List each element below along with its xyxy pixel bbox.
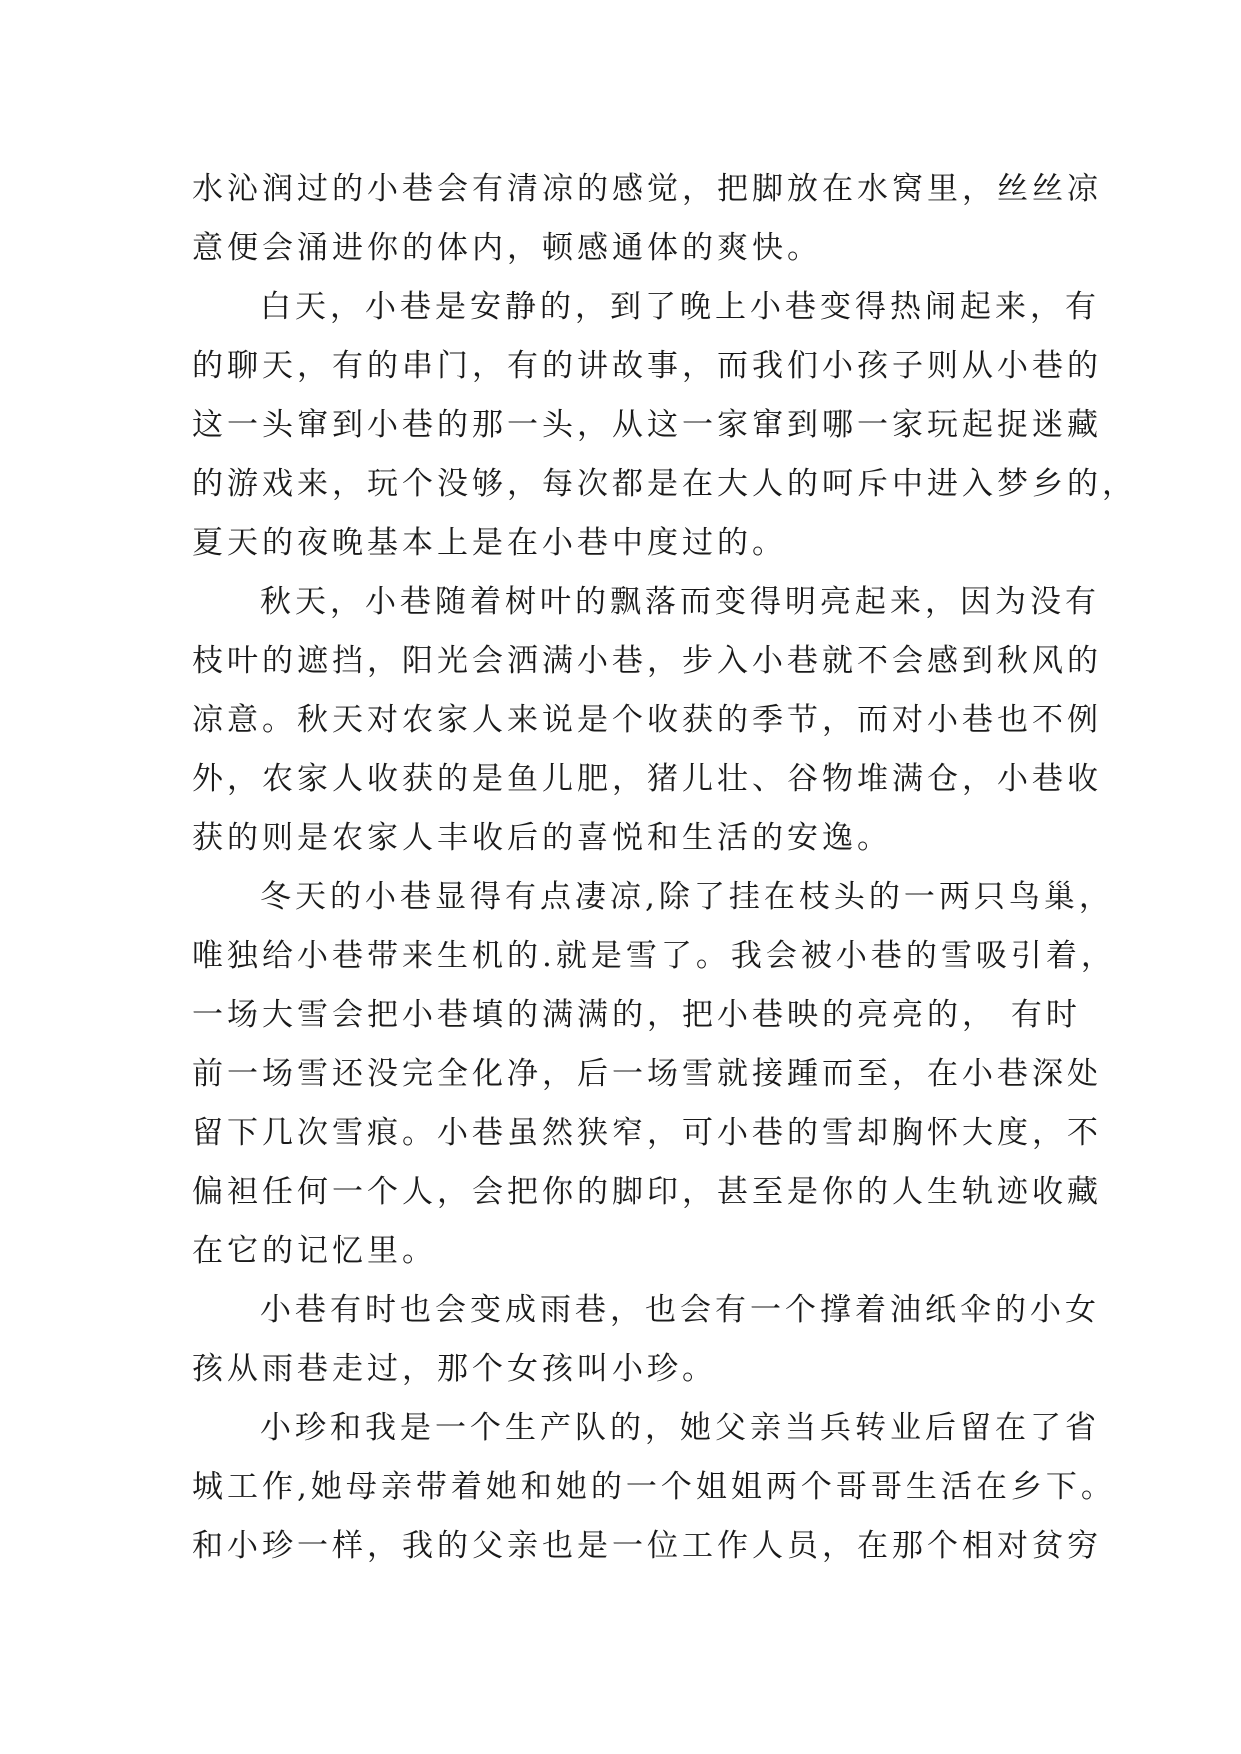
text-line: 冬天的小巷显得有点凄凉,除了挂在枝头的一两只鸟巢， xyxy=(260,879,1114,915)
text-line: 唯独给小巷带来生机的.就是雪了。我会被小巷的雪吸引着， xyxy=(192,938,1116,974)
text-line: 的游戏来，玩个没够，每次都是在大人的呵斥中进入梦乡的， xyxy=(192,466,1137,502)
text-line: 前一场雪还没完全化净，后一场雪就接踵而至，在小巷深处 xyxy=(192,1056,1102,1092)
text-line: 这一头窜到小巷的那一头，从这一家窜到哪一家玩起捉迷藏 xyxy=(192,407,1102,443)
text-line: 和小珍一样，我的父亲也是一位工作人员，在那个相对贫穷 xyxy=(192,1528,1102,1564)
text-line: 秋天，小巷随着树叶的飘落而变得明亮起来，因为没有 xyxy=(260,584,1100,620)
text-line: 凉意。秋天对农家人来说是个收获的季节，而对小巷也不例 xyxy=(192,702,1102,738)
text-line: 的聊天，有的串门，有的讲故事，而我们小孩子则从小巷的 xyxy=(192,348,1102,384)
text-line: 在它的记忆里。 xyxy=(192,1233,437,1269)
text-line: 孩从雨巷走过，那个女孩叫小珍。 xyxy=(192,1351,717,1387)
text-line: 一场大雪会把小巷填的满满的，把小巷映的亮亮的， 有时 xyxy=(192,997,1081,1033)
text-line: 枝叶的遮挡，阳光会洒满小巷，步入小巷就不会感到秋风的 xyxy=(192,643,1102,679)
text-line: 小珍和我是一个生产队的，她父亲当兵转业后留在了省 xyxy=(260,1410,1100,1446)
text-line: 外，农家人收获的是鱼儿肥，猪儿壮、谷物堆满仓，小巷收 xyxy=(192,761,1102,797)
text-line: 白天，小巷是安静的，到了晚上小巷变得热闹起来，有 xyxy=(260,289,1100,325)
text-line: 意便会涌进你的体内，顿感通体的爽快。 xyxy=(192,230,822,266)
text-line: 水沁润过的小巷会有清凉的感觉，把脚放在水窝里，丝丝凉 xyxy=(192,171,1102,207)
text-line: 夏天的夜晚基本上是在小巷中度过的。 xyxy=(192,525,787,561)
text-line: 小巷有时也会变成雨巷，也会有一个撑着油纸伞的小女 xyxy=(260,1292,1100,1328)
text-line: 留下几次雪痕。小巷虽然狭窄，可小巷的雪却胸怀大度，不 xyxy=(192,1115,1102,1151)
text-line: 获的则是农家人丰收后的喜悦和生活的安逸。 xyxy=(192,820,892,856)
text-line: 城工作,她母亲带着她和她的一个姐姐两个哥哥生活在乡下。 xyxy=(192,1469,1116,1505)
body-text xyxy=(192,160,1137,1576)
text-line: 偏袒任何一个人，会把你的脚印，甚至是你的人生轨迹收藏 xyxy=(192,1174,1102,1210)
